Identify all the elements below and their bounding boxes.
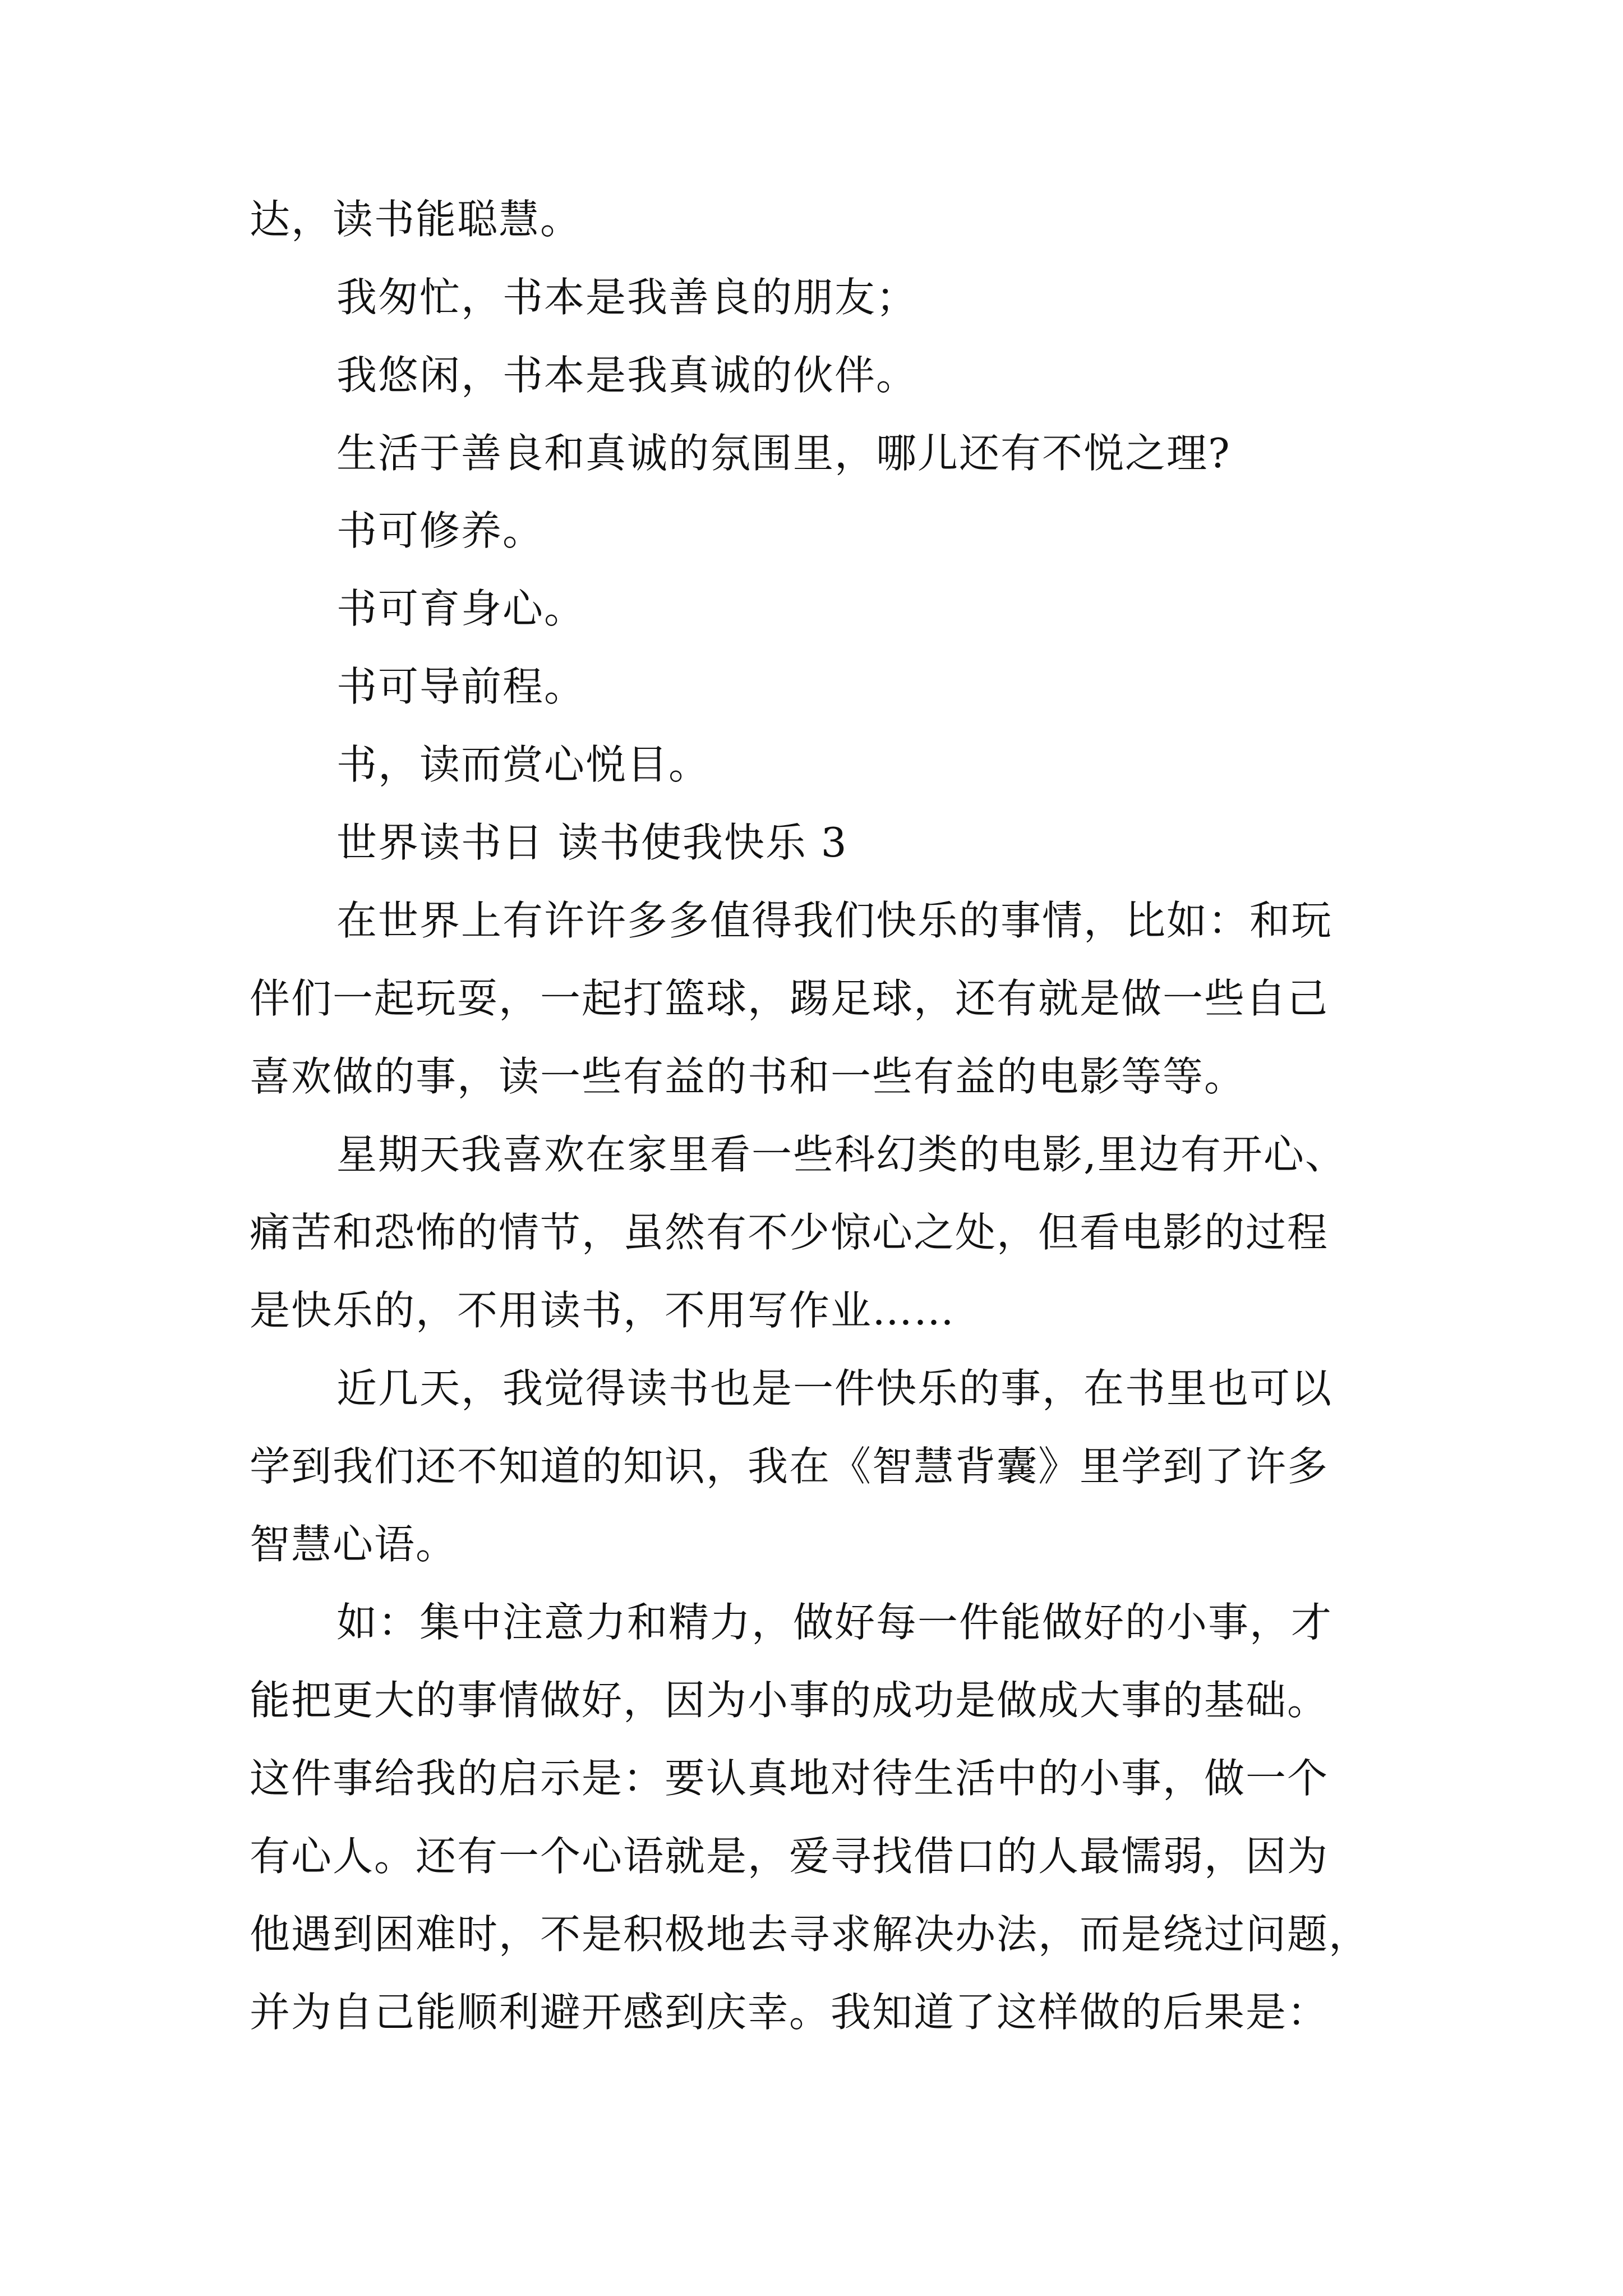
text-line: 我悠闲，书本是我真诚的伙伴。 [336,352,918,399]
text-line: 书，读而赏心悦目。 [336,741,711,788]
text-line: 学到我们还不知道的知识，我在《智慧背囊》里学到了许多 [250,1443,1329,1490]
section-title: 世界读书日 读书使我快乐 3 [336,819,848,866]
text-line: 我匆忙，书本是我善良的朋友； [336,274,918,321]
text-line: 近几天，我觉得读书也是一件快乐的事，在书里也可以 [336,1365,1333,1412]
text-line: 有心人。还有一个心语就是，爱寻找借口的人最懦弱，因为 [250,1833,1329,1880]
text-line: 喜欢做的事，读一些有益的书和一些有益的电影等等。 [250,1053,1246,1100]
text-line: 书可育身心。 [336,585,586,632]
text-line: 达，读书能聪慧。 [250,196,582,243]
text-line: 星期天我喜欢在家里看一些科幻类的电影,里边有开心、 [336,1131,1347,1178]
text-line: 生活于善良和真诚的氛围里，哪儿还有不悦之理? [336,430,1231,477]
text-line: 是快乐的，不用读书，不用写作业…… [250,1287,956,1334]
text-line: 智慧心语。 [250,1521,458,1568]
text-line: 伴们一起玩耍，一起打篮球，踢足球，还有就是做一些自己 [250,975,1329,1022]
text-line: 痛苦和恐怖的情节，虽然有不少惊心之处，但看电影的过程 [250,1209,1329,1256]
text-line: 能把更大的事情做好，因为小事的成功是做成大事的基础。 [250,1677,1329,1724]
text-line: 这件事给我的启示是：要认真地对待生活中的小事，做一个 [250,1755,1329,1802]
text-line: 并为自己能顺利避开感到庆幸。我知道了这样做的后果是： [250,1989,1329,2036]
text-line: 他遇到困难时，不是积极地去寻求解决办法，而是绕过问题， [250,1911,1371,1958]
text-line: 在世界上有许许多多值得我们快乐的事情，比如：和玩 [336,897,1333,944]
text-line: 书可修养。 [336,507,545,554]
text-line: 书可导前程。 [336,663,586,710]
text-line: 如：集中注意力和精力，做好每一件能做好的小事，才 [336,1599,1333,1646]
